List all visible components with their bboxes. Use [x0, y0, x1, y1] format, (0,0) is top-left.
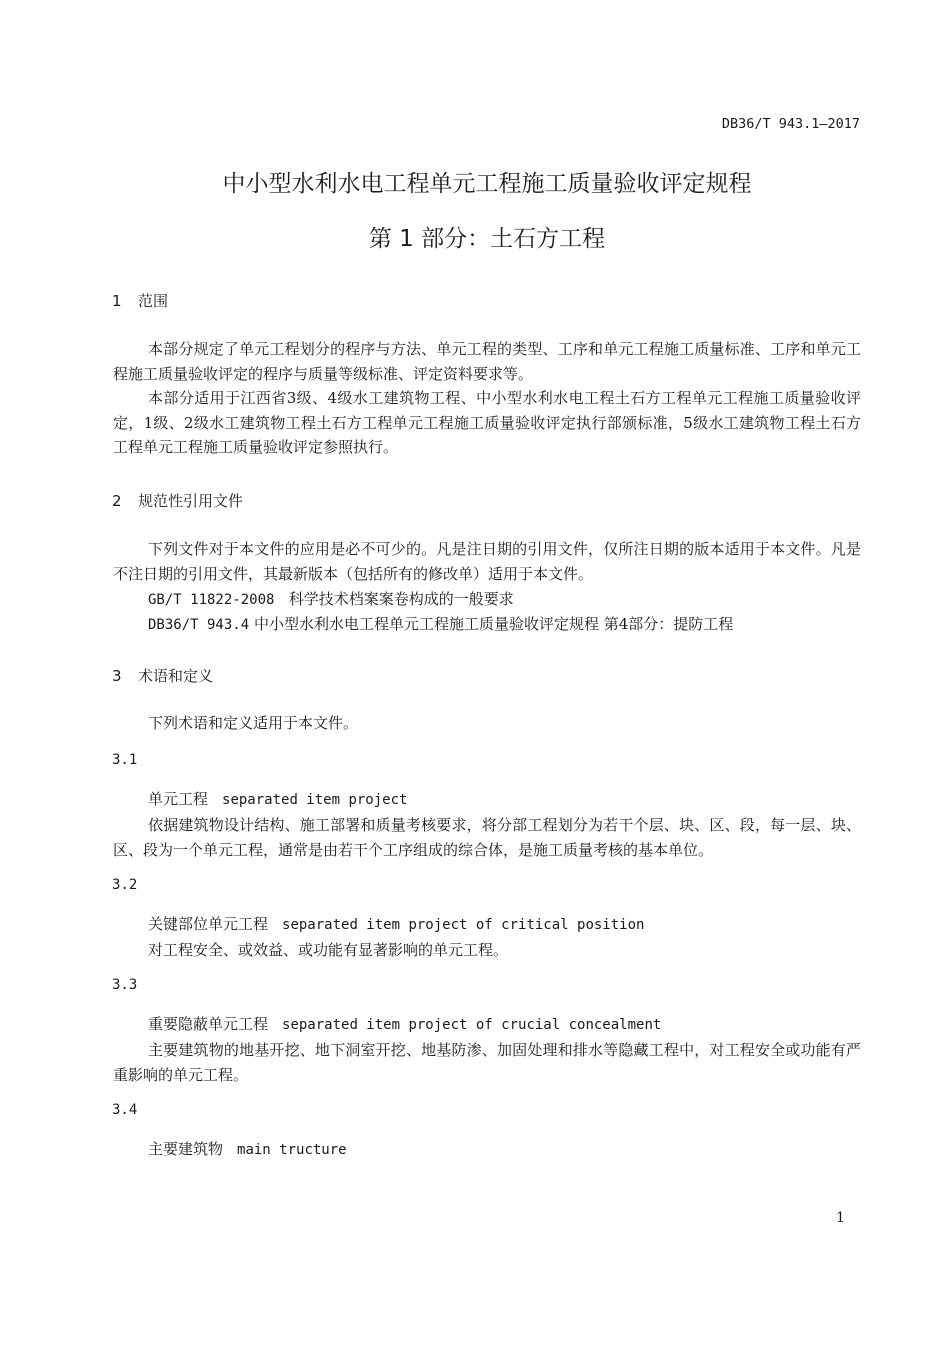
reference-item	[148, 613, 733, 634]
term-english: separated item project of critical position	[282, 917, 645, 933]
reference-code: DB36/T 943.4	[148, 617, 250, 633]
section-heading-normative-references	[112, 490, 243, 511]
reference-code: GB/T 11822-2008	[148, 592, 275, 608]
section-heading-terms	[112, 665, 213, 686]
section-title: 术语和定义	[138, 667, 214, 685]
clause-number: 3.2	[112, 877, 138, 893]
term-english: separated item project	[222, 792, 408, 808]
section-number: 1	[112, 292, 122, 310]
reference-item	[148, 588, 514, 609]
paragraph: 下列术语和定义适用于本文件。	[148, 714, 359, 732]
reference-title: 科学技术档案案卷构成的一般要求	[288, 590, 514, 608]
section-title: 范围	[138, 292, 169, 310]
section-number: 3	[112, 667, 122, 685]
paragraph: 本部分适用于江西省3级、4级水工建筑物工程、中小型水利水电工程土石方工程单元工程施工质量验收评定，1级、2级水工建筑物工程土石方工程单元工程施工质量验收评定执行部颁标准，5级水工建筑物工程土石方工程单元工程施工质量验收评定参照执行。	[113, 389, 861, 456]
clause-number: 3.3	[112, 977, 138, 993]
clause-number: 3.4	[112, 1102, 138, 1118]
standard-number: DB36/T 943.1—2017	[721, 116, 860, 132]
reference-title: 中小型水利水电工程单元工程施工质量验收评定规程 第4部分：提防工程	[253, 615, 734, 633]
paragraph: 下列文件对于本文件的应用是必不可少的。凡是注日期的引用文件，仅所注日期的版本适用于本文件。凡是不注日期的引用文件，其最新版本（包括所有的修改单）适用于本文件。	[113, 540, 861, 583]
page-number: 1	[836, 1210, 845, 1226]
section-number: 2	[112, 492, 122, 510]
term-entry	[148, 913, 644, 934]
paragraph: 本部分规定了单元工程划分的程序与方法、单元工程的类型、工序和单元工程施工质量标准、工序和单元工程施工质量验收评定的程序与质量等级标准、评定资料要求等。	[113, 340, 861, 383]
document-title: 中小型水利水电工程单元工程施工质量验收评定规程	[222, 171, 752, 197]
term-chinese: 关键部位单元工程	[148, 915, 269, 933]
term-definition: 依据建筑物设计结构、施工部署和质量考核要求，将分部工程划分为若干个层、块、区、段，每一层、块、区、段为一个单元工程，通常是由若干个工序组成的综合体，是施工质量考核的基本单位。	[113, 816, 861, 859]
term-english: separated item project of crucial concealment	[282, 1017, 662, 1033]
term-chinese: 重要隐蔽单元工程	[148, 1015, 269, 1033]
term-definition: 主要建筑物的地基开挖、地下洞室开挖、地基防渗、加固处理和排水等隐藏工程中，对工程安全或功能有严重影响的单元工程。	[113, 1041, 861, 1084]
term-chinese: 主要建筑物	[148, 1140, 224, 1158]
term-chinese: 单元工程	[148, 790, 209, 808]
section-title: 规范性引用文件	[138, 492, 244, 510]
clause-number: 3.1	[112, 752, 138, 768]
term-entry	[148, 1138, 347, 1159]
term-entry	[148, 788, 407, 809]
term-english: main tructure	[237, 1142, 347, 1158]
section-heading-scope	[112, 290, 168, 311]
term-definition: 对工程安全、或效益、或功能有显著影响的单元工程。	[148, 941, 509, 959]
term-entry	[148, 1013, 661, 1034]
document-subtitle: 第 1 部分：土石方工程	[368, 226, 606, 252]
